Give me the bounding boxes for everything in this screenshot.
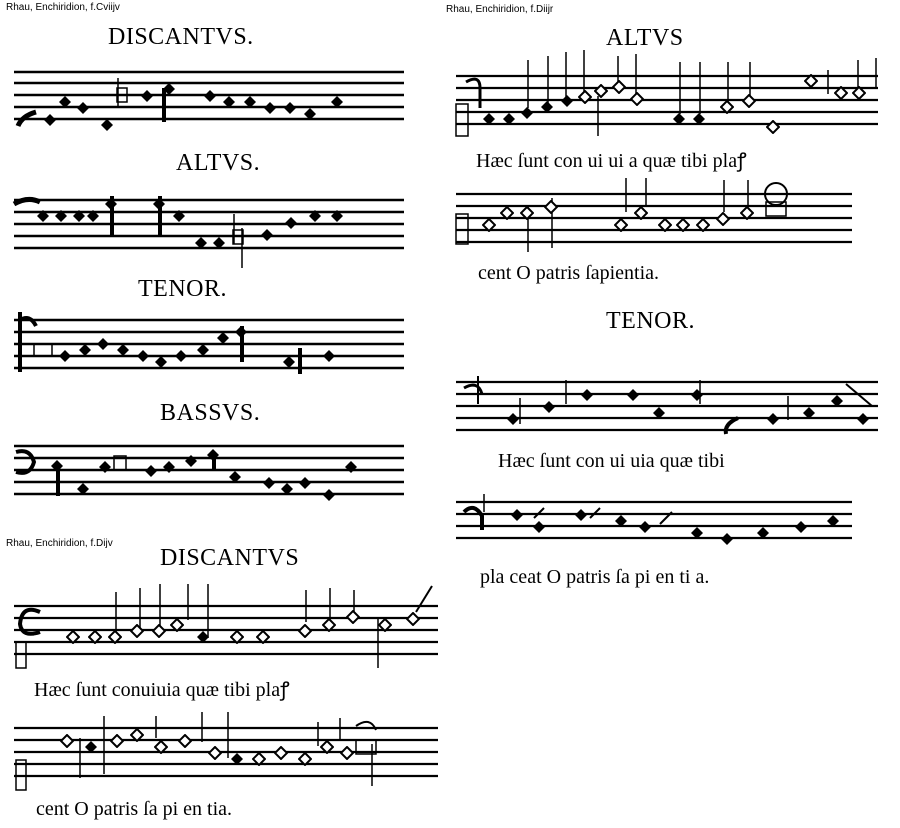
lyrics-altus-line2: cent O patris ſapientia.	[478, 262, 660, 284]
voice-title-altus: ALTVS.	[176, 150, 261, 176]
staff-altus-2-line2	[456, 178, 852, 252]
staff-tenor-2-line1	[456, 376, 878, 434]
notes-discantus-2-line1	[67, 611, 419, 643]
source-caption-diijr: Rhau, Enchiridion, f.Diijr	[446, 4, 554, 15]
source-caption-cviijv: Rhau, Enchiridion, f.Cviijv	[6, 2, 120, 13]
lyrics-tenor-line1: Hæc ſunt con ui uia quæ tibi	[498, 450, 725, 472]
lyrics-discantus-line2: cent O patris ſa pi en tia.	[36, 798, 233, 820]
staff-altus-2-line1	[456, 50, 878, 136]
staff-discantus-2-line1	[14, 584, 438, 668]
voice-title-altus-2: ALTVS	[606, 25, 684, 51]
notes-discantus-2-line2	[61, 729, 353, 765]
lyrics-discantus-line1: Hæc ſunt conuiuia quæ tibi plaꝭ	[34, 679, 290, 701]
voice-title-discantus: DISCANTVS.	[108, 24, 254, 50]
voice-title-tenor-2: TENOR.	[606, 308, 695, 334]
voice-title-bassus: BASSVS.	[160, 400, 261, 426]
staff-altus	[14, 196, 404, 268]
staff-tenor	[14, 312, 404, 374]
source-caption-dijv: Rhau, Enchiridion, f.Dijv	[6, 538, 113, 549]
voice-title-tenor: TENOR.	[138, 276, 227, 302]
staff-discantus-2-line2	[14, 712, 438, 790]
lyrics-altus-line1: Hæc ſunt con ui ui a quæ tibi plaꝭ	[476, 150, 747, 172]
voice-title-discantus-2: DISCANTVS	[160, 545, 300, 571]
lyrics-tenor-line2: pla ceat O patris ſa pi en ti a.	[480, 566, 710, 588]
